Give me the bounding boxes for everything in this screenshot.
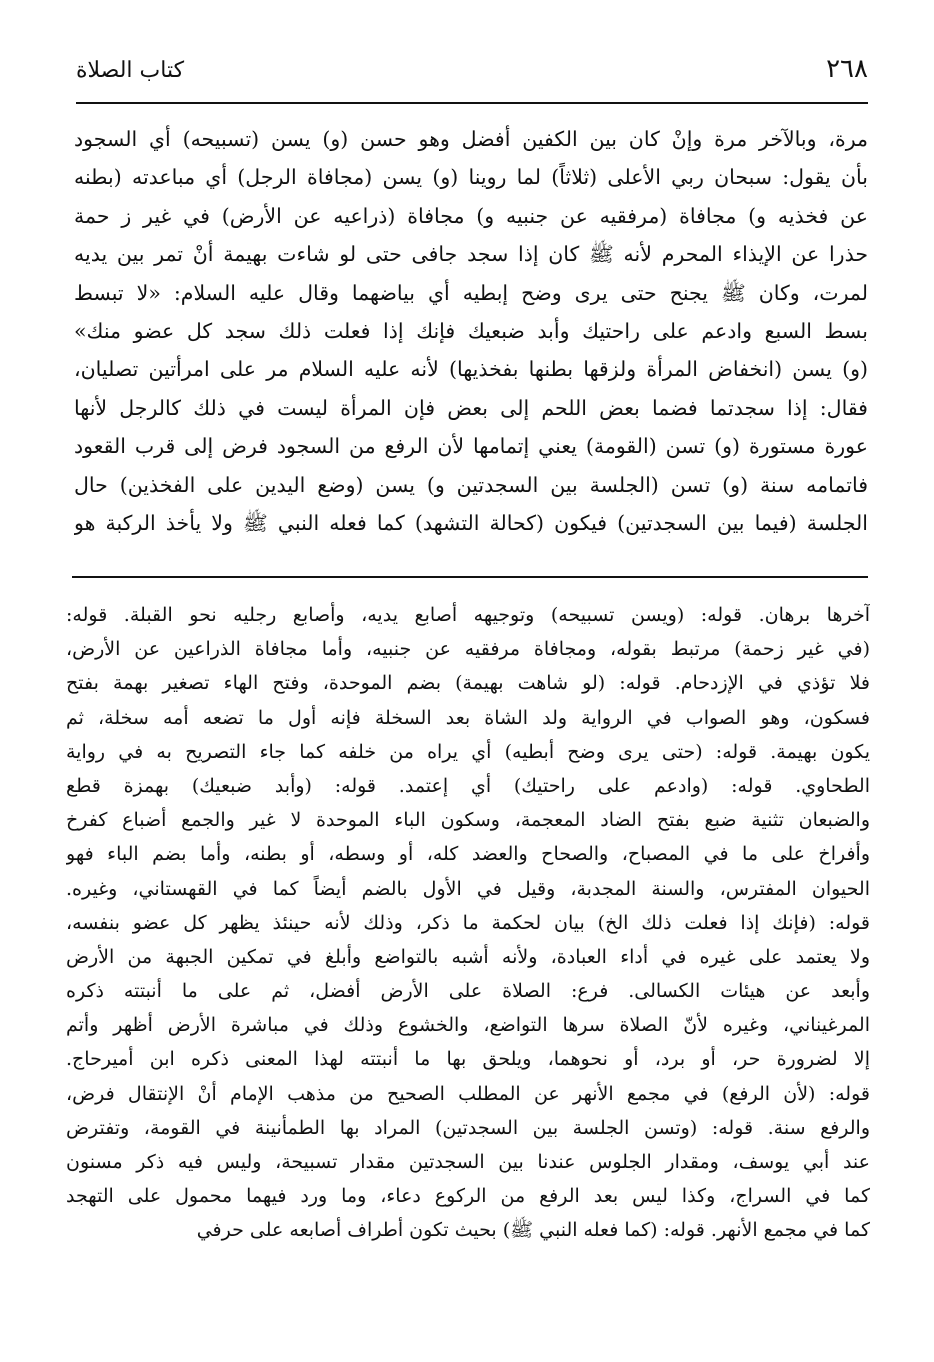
footnote-line: المرغيناني، وغيره لأنّ الصلاة سرها التواضع، والخشوع وذلك في مباشرة الأرض أظهر وأتم <box>66 1014 870 1037</box>
header-rule <box>76 102 868 104</box>
main-text-line: فاتمامه سنة (و) تسن (الجلسة بين السجدتين و) يسن (وضع اليدين على الفخذين) حال <box>74 472 868 497</box>
main-text-line: حذرا عن الإيذاء المحرم لأنه ﷺ كان إذا سجد جافى حتى لو شاءت بهيمة أنْ تمر بين يديه <box>74 242 868 267</box>
page-header <box>76 54 868 94</box>
footnote-line: كما في السراج، وكذا ليس بعد الرفع من الركوع دعاء، وما ورد فيهما محمول على التهجد <box>66 1185 870 1208</box>
footnote-line: ولا يعتمد على غيره في أداء العبادة، ولأنه أشبه بالتواضع وأبلغ في تمكين الجبهة من الأرض <box>66 945 870 968</box>
footnote-line: والرفع سنة. قوله: (وتسن الجلسة بين السجدتين) المراد بها الطمأنينة في القومة، وتفترض <box>66 1116 870 1139</box>
main-text-line: بأن يقول: سبحان ربي الأعلى (ثلاثاً) لما روينا (و) يسن (مجافاة الرجل) أي مباعدته (بطنه <box>74 165 868 190</box>
main-text-line: (و) يسن (انخفاض المرأة ولزقها بطنها بفخذيها) لأنه عليه السلام مر على امرأتين تصليان، <box>74 357 868 382</box>
footnote-line: عند أبي يوسف، ومقدار الجلوس عندنا بين السجدتين مقدار تسبيحة، وليس فيه ذكر مسنون <box>66 1151 870 1173</box>
running-title: كتاب الصلاة <box>76 58 185 83</box>
footnote-line: الطحاوي. قوله: (وادعم على راحتيك) أي إعتمد. قوله: (وأبد ضبعيك) بهمزة قطع <box>66 774 870 797</box>
footnote-line: كما في مجمع الأنهر. قوله: (كما فعله النبي ﷺ) بحيث تكون أطراف أصابعه على حرفي <box>196 1219 870 1242</box>
footnote-line: آخرها برهان. قوله: (ويسن تسبيحه) وتوجيهه أصابع يديه، وأصابع رجليه نحو القبلة. قوله: <box>66 604 870 626</box>
footnotes <box>66 598 870 1248</box>
footnote-line: والضبعان تثنية ضبع بفتح الضاد المعجمة، وسكون الباء الموحدة لا غير والجمع أضباع كفرخ <box>66 809 870 832</box>
main-text-line: الجلسة (فيما بين السجدتين) فيكون (كحالة التشهد) كما فعله النبي ﷺ ولا يأخذ الركبة هو <box>74 510 868 535</box>
footnote-line: قوله: (فإنك إذا فعلت ذلك الخ) بيان لحكمة ما ذكر، وذلك لأنه حينئذ يظهر كل عضو بنفسه، <box>66 911 870 934</box>
footnote-line: وأفراخ على ما في المصباح، والصحاح والعضد كله، أو وسطه، أو بطنه، وأما بضم الباء فهو <box>66 843 870 866</box>
page-number: ٢٦٨ <box>826 54 868 84</box>
footnote-line: فلا تؤذي في الإزدحام. قوله: (لو شاهت بهيمة) بضم الموحدة، وفتح الهاء تصغير بهمة بفتح <box>66 672 870 695</box>
main-text-line: بسط السبع وادعم على راحتيك وأبد ضبعيك فإنك إذا فعلت ذلك سجد كل عضو منك» <box>74 318 868 343</box>
main-text-line: لمرت، وكان ﷺ يجنح حتى يرى وضح إبطيه أي بياضهما وقال عليه السلام: «لا تبسط <box>74 280 868 305</box>
main-text-line: عن فخذيه و) مجافاة (مرفقيه عن جنبيه و) مجافاة (ذراعيه عن الأرض) في غير ز حمة <box>74 203 868 228</box>
footnote-divider <box>72 576 868 578</box>
main-text-line: مرة، وبالآخر مرة وإنْ كان بين الكفين أفضل وهو حسن (و) يسن (تسبيحه) أي السجود <box>74 127 868 151</box>
footnote-line: قوله: (لأن الرفع) في مجمع الأنهر عن المطلب الصحيح من مذهب الإمام أنْ الإنتقال فرض، <box>66 1082 870 1105</box>
footnote-line: إلا لضرورة حر، أو برد، أو نحوهما، ويلحق بها ما أنبتته لهذا المعنى ذكره ابن أميرحاج. <box>66 1048 870 1071</box>
main-text-line: فقال: إذا سجدتما فضما بعض اللحم إلى بعض فإن المرأة ليست في ذلك كالرجل لأنها <box>74 395 868 420</box>
footnote-line: الحيوان المفترس، والسنة المجدبة، وقيل في الأول بالضم أيضاً كما في القهستاني، وغيره. <box>66 877 870 900</box>
main-text <box>74 120 868 542</box>
footnote-line: فسكون، وهو الصواب في الرواية ولد الشاة بعد السخلة فإنه أول ما تضعه أمه سخلة، ثم <box>66 706 870 729</box>
footnote-line: (في غير زحمة) مرتبط بقوله، ومجافاة مرفقيه عن جنبيه، وأما مجافاة الذراعين عن الأرض، <box>66 638 870 661</box>
footnote-line: يكون بهيمة. قوله: (حتى يرى وضح أبطيه) أي يراه من خلفه كما جاء التصريح به في رواية <box>66 740 870 763</box>
main-text-line: عورة مستورة (و) تسن (القومة) يعني إتمامها لأن الرفع من السجود فرض إلى قرب القعود <box>74 434 868 459</box>
footnote-line: وأبعد عن هيئات الكسالى. فرع: الصلاة على الأرض أفضل، ثم على ما أنبتته ذكره <box>66 980 870 1003</box>
